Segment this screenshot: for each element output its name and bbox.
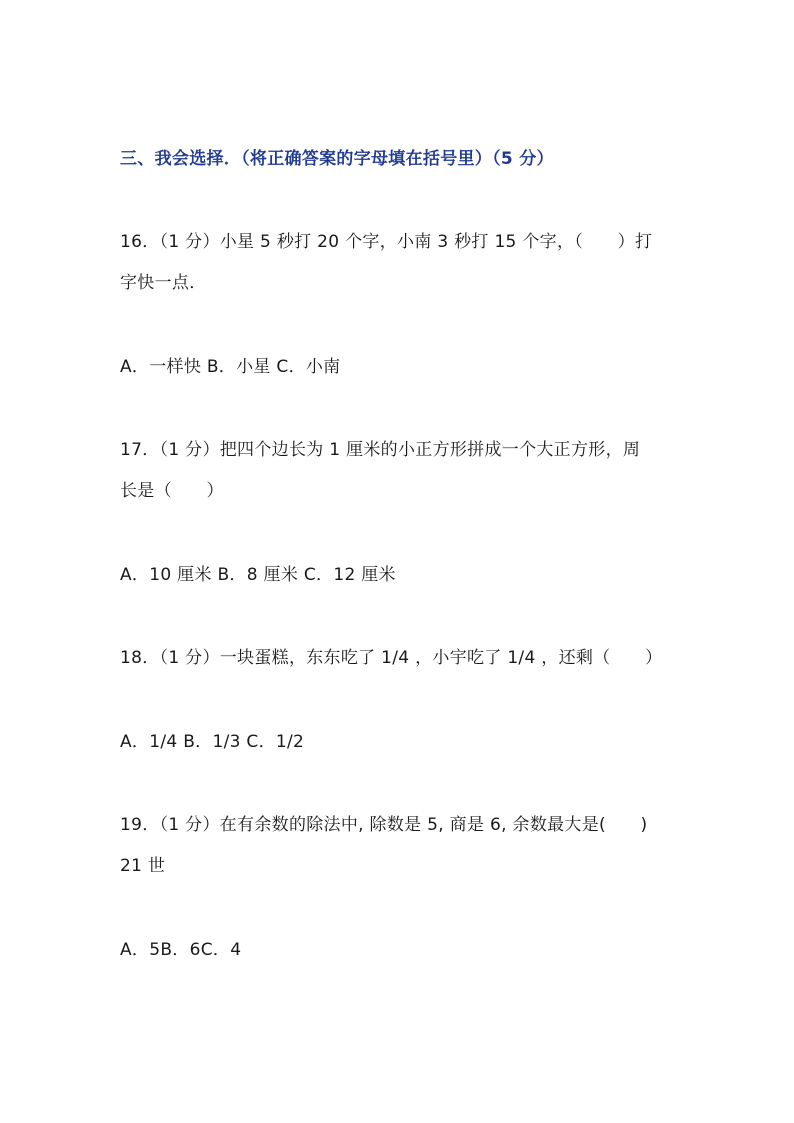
section-title: 三、我会选择．（将正确答案的字母填在括号里）（5 分）	[120, 149, 554, 169]
question-16-line-1: 16．（1 分）小星 5 秒打 20 个字，小南 3 秒打 15 个字，（ ）打	[120, 232, 653, 252]
question-17-options: A．10 厘米 B．8 厘米 C．12 厘米	[120, 565, 396, 585]
question-17-line-1: 17．（1 分）把四个边长为 1 厘米的小正方形拼成一个大正方形，周	[120, 440, 641, 460]
question-16-line-2: 字快一点．	[120, 273, 207, 293]
question-19-line-1: 19．（1 分）在有余数的除法中, 除数是 5, 商是 6, 余数最大是( )	[120, 815, 648, 835]
question-19-options: A．5B．6C．4	[120, 940, 242, 960]
question-16-options: A．一样快 B．小星 C．小南	[120, 357, 341, 377]
question-18-line-1: 18．（1 分）一块蛋糕，东东吃了 1/4 ，小宇吃了 1/4 ，还剩（ ）	[120, 648, 663, 668]
question-17-line-2: 长是（ ）	[120, 481, 224, 501]
question-18-options: A．1/4 B．1/3 C．1/2	[120, 732, 305, 752]
question-19-line-2: 21 世	[120, 856, 166, 876]
